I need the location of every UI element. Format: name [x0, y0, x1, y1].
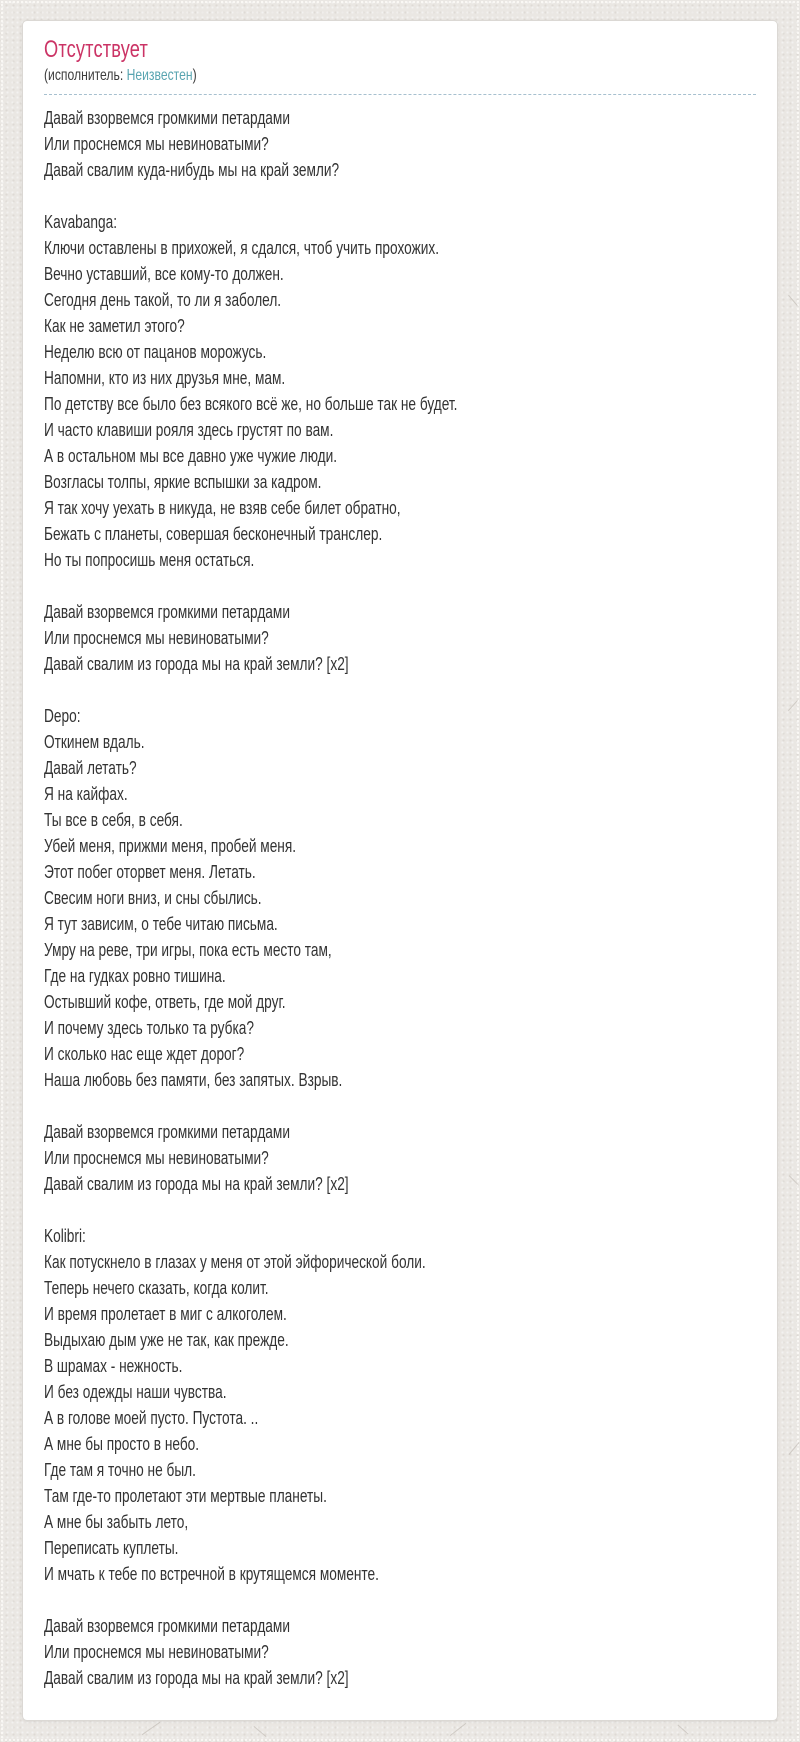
lyric-line: Неделю всю от пацанов морожусь.: [44, 342, 267, 362]
lyric-line: Давай взорвемся громкими петардами: [44, 1616, 290, 1636]
paper-crease: [788, 700, 798, 711]
lyric-line: Depo:: [44, 706, 81, 726]
lyric-line: Давай взорвемся громкими петардами: [44, 1122, 290, 1142]
lyric-line: Как не заметил этого?: [44, 316, 185, 336]
lyric-line: А в голове моей пусто. Пустота. ..: [44, 1408, 259, 1428]
lyric-line: По детству все было без всякого всё же, но больше так не будет.: [44, 394, 458, 414]
lyric-line: И почему здесь только та рубка?: [44, 1018, 254, 1038]
lyric-line: Ключи оставлены в прихожей, я сдался, чтоб учить прохожих.: [44, 238, 440, 258]
lyric-blank-line: [44, 1197, 758, 1223]
lyric-line: Kolibri:: [44, 1226, 86, 1246]
lyric-line: Или проснемся мы невиноватыми?: [44, 628, 269, 648]
lyric-line: Свесим ноги вниз, и сны сбылись.: [44, 888, 262, 908]
lyric-line: И часто клавиши рояля здесь грустят по вам.: [44, 420, 334, 440]
lyric-line: Откинем вдаль.: [44, 732, 145, 752]
lyric-line: Я тут зависим, о тебе читаю письма.: [44, 914, 278, 934]
lyric-line: Но ты попросишь меня остаться.: [44, 550, 255, 570]
lyric-line: Давай свалим куда-нибудь мы на край земли?: [44, 160, 340, 180]
song-header: [44, 36, 756, 95]
lyric-line: Теперь нечего сказать, когда колит.: [44, 1278, 269, 1298]
lyric-line: Наша любовь без памяти, без запятых. Взрыв.: [44, 1070, 343, 1090]
lyric-line: Или проснемся мы невиноватыми?: [44, 1148, 269, 1168]
song-title: Отсутствует: [44, 36, 148, 63]
lyric-line: Где там я точно не был.: [44, 1460, 196, 1480]
lyric-line: Я так хочу уехать в никуда, не взяв себе билет обратно,: [44, 498, 401, 518]
lyric-line: Этот побег оторвет меня. Летать.: [44, 862, 256, 882]
lyric-line: И мчать к тебе по встречной в крутящемся моменте.: [44, 1564, 379, 1584]
lyric-line: Давай взорвемся громкими петардами: [44, 108, 290, 128]
paper-crease: [788, 1442, 799, 1455]
artist-suffix: ): [192, 67, 197, 84]
lyric-line: Напомни, кто из них друзья мне, мам.: [44, 368, 286, 388]
lyric-line: Где на гудках ровно тишина.: [44, 966, 226, 986]
lyrics-card: [22, 20, 778, 1721]
lyric-line: Давай свалим из города мы на край земли? [x2]: [44, 1668, 349, 1688]
lyric-line: Я на кайфах.: [44, 784, 128, 804]
artist-line: [44, 66, 758, 86]
lyric-line: Переписать куплеты.: [44, 1538, 179, 1558]
lyric-line: Или проснемся мы невиноватыми?: [44, 1642, 269, 1662]
paper-crease: [254, 1726, 267, 1737]
paper-crease: [450, 1723, 466, 1736]
lyric-line: А мне бы забыть лето,: [44, 1512, 189, 1532]
lyric-line: Там где-то пролетают эти мертвые планеты.: [44, 1486, 327, 1506]
lyric-line: И время пролетает в миг с алкоголем.: [44, 1304, 287, 1324]
lyric-blank-line: [44, 183, 758, 209]
lyric-blank-line: [44, 1093, 758, 1119]
lyric-line: Вечно уставший, все кому-то должен.: [44, 264, 284, 284]
lyric-line: И без одежды наши чувства.: [44, 1382, 227, 1402]
paper-crease: [789, 1175, 800, 1186]
lyric-line: Остывший кофе, ответь, где мой друг.: [44, 992, 286, 1012]
lyric-line: Kavabanga:: [44, 212, 118, 232]
lyrics-text: [44, 105, 758, 1691]
lyric-line: А в остальном мы все давно уже чужие люди.: [44, 446, 338, 466]
header-text-wrap: [44, 36, 758, 86]
paper-crease: [142, 1722, 161, 1735]
lyric-line: Выдыхаю дым уже не так, как прежде.: [44, 1330, 289, 1350]
lyric-blank-line: [44, 677, 758, 703]
lyric-line: Сегодня день такой, то ли я заболел.: [44, 290, 282, 310]
lyric-line: Ты все в себя, в себя.: [44, 810, 183, 830]
lyric-line: Давай свалим из города мы на край земли? [x2]: [44, 654, 349, 674]
lyric-line: Давай летать?: [44, 758, 137, 778]
lyric-line: А мне бы просто в небо.: [44, 1434, 200, 1454]
lyrics-block: [44, 105, 756, 1691]
paper-crease: [788, 295, 798, 306]
lyric-line: Бежать с планеты, совершая бесконечный транслер.: [44, 524, 383, 544]
lyric-line: Давай взорвемся громкими петардами: [44, 602, 290, 622]
paper-crease: [677, 1724, 688, 1734]
lyric-line: Убей меня, прижми меня, пробей меня.: [44, 836, 297, 856]
lyric-line: Давай свалим из города мы на край земли? [x2]: [44, 1174, 349, 1194]
lyric-line: Умру на реве, три игры, пока есть место там,: [44, 940, 332, 960]
artist-prefix: (исполнитель:: [44, 67, 127, 84]
lyric-line: Возгласы толпы, яркие вспышки за кадром.: [44, 472, 322, 492]
lyric-line: В шрамах - нежность.: [44, 1356, 183, 1376]
lyric-line: Как потускнело в глазах у меня от этой эйфорической боли.: [44, 1252, 426, 1272]
lyric-blank-line: [44, 1587, 758, 1613]
lyric-blank-line: [44, 573, 758, 599]
artist-link[interactable]: Неизвестен: [126, 67, 193, 84]
lyric-line: И сколько нас еще ждет дорог?: [44, 1044, 245, 1064]
lyric-line: Или проснемся мы невиноватыми?: [44, 134, 269, 154]
